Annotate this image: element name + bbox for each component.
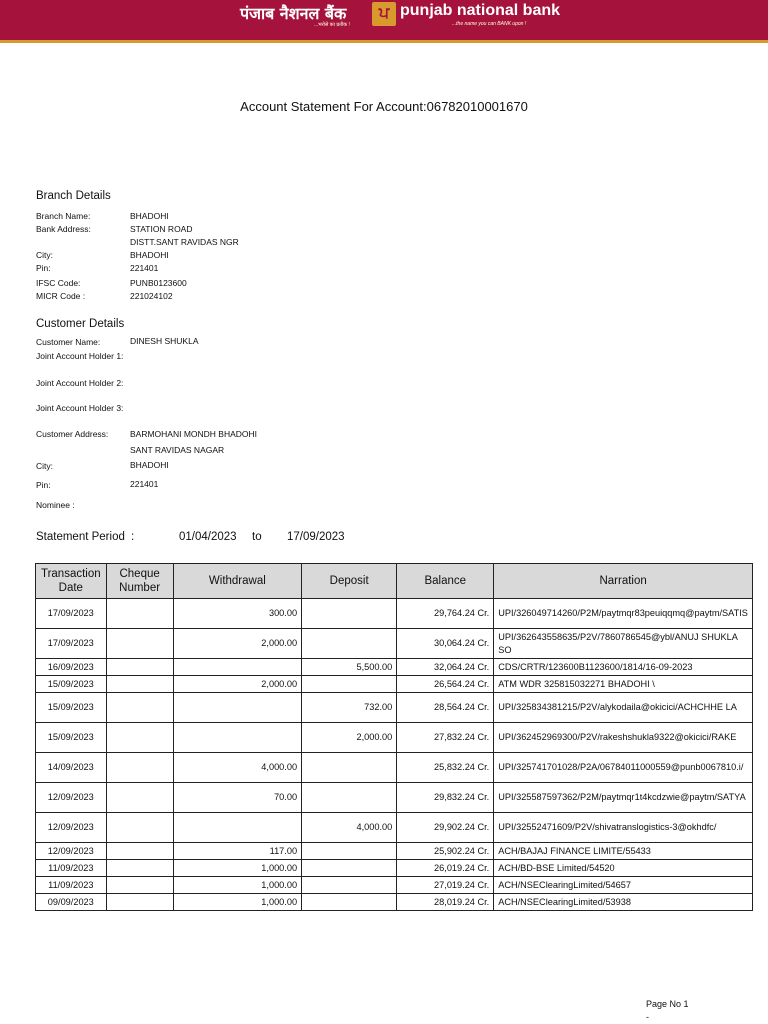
customer-address-line1: BARMOHANI MONDH BHADOHI	[130, 429, 258, 439]
bank-name-hindi: पंजाब नैशनल बैंक	[240, 4, 347, 23]
cell-balance: 25,832.24 Cr.	[397, 753, 494, 783]
cell-balance: 30,064.24 Cr.	[397, 629, 494, 659]
table-row	[36, 599, 753, 629]
cell-balance: 27,019.24 Cr.	[397, 877, 494, 894]
customer-address-line2: SANT RAVIDAS NAGAR	[130, 445, 225, 455]
joint-holder-2-label: Joint Account Holder 2:	[36, 378, 124, 388]
bank-address-label: Bank Address:	[36, 224, 91, 234]
cell-deposit	[302, 676, 397, 693]
cell-cheque	[106, 843, 173, 860]
statement-period-colon: :	[131, 531, 135, 543]
cell-deposit	[302, 843, 397, 860]
cell-withdrawal	[173, 693, 301, 723]
cell-deposit	[302, 860, 397, 877]
cell-narration: UPI/325587597362/P2M/paytmqr1t4kcdzwie@paytm/SATYA	[494, 783, 753, 813]
customer-city-label: City:	[36, 461, 53, 471]
cell-cheque	[106, 813, 173, 843]
cell-withdrawal: 2,000.00	[173, 629, 301, 659]
cell-cheque	[106, 629, 173, 659]
cell-cheque	[106, 783, 173, 813]
table-row	[36, 894, 753, 911]
cell-withdrawal: 1,000.00	[173, 894, 301, 911]
cell-date: 12/09/2023	[36, 843, 107, 860]
cell-date: 16/09/2023	[36, 659, 107, 676]
cell-narration: UPI/32552471609/P2V/shivatranslogistics-3@okhdfc/	[494, 813, 753, 843]
statement-period-from: 01/04/2023	[179, 531, 237, 543]
cell-withdrawal: 1,000.00	[173, 877, 301, 894]
cell-cheque	[106, 877, 173, 894]
cell-balance: 32,064.24 Cr.	[397, 659, 494, 676]
cell-deposit	[302, 783, 397, 813]
micr-value: 221024102	[130, 291, 173, 301]
cell-cheque	[106, 676, 173, 693]
cell-withdrawal: 2,000.00	[173, 676, 301, 693]
cell-narration: ACH/BAJAJ FINANCE LIMITE/55433	[494, 843, 753, 860]
branch-pin-value: 221401	[130, 263, 159, 273]
table-row	[36, 693, 753, 723]
cell-narration: UPI/362452969300/P2V/rakeshshukla9322@okicici/RAKE	[494, 723, 753, 753]
cell-deposit: 5,500.00	[302, 659, 397, 676]
cell-deposit	[302, 877, 397, 894]
pnb-logo-icon: ਪ	[372, 2, 396, 26]
cell-narration: UPI/362643558635/P2V/7860786545@ybl/ANUJ SHUKLA SO	[494, 629, 753, 659]
table-row	[36, 659, 753, 676]
page-number: Page No 1	[646, 999, 689, 1009]
cell-deposit	[302, 599, 397, 629]
cell-narration: UPI/325834381215/P2V/alykodaila@okicici/ACHCHHE LA	[494, 693, 753, 723]
micr-label: MICR Code :	[36, 291, 86, 301]
bank-address-line1: STATION ROAD	[130, 224, 193, 234]
customer-pin-label: Pin:	[36, 480, 51, 490]
cell-balance: 29,764.24 Cr.	[397, 599, 494, 629]
bank-header-bar	[0, 0, 768, 43]
cell-withdrawal	[173, 659, 301, 676]
bank-address-line2: DISTT.SANT RAVIDAS NGR	[130, 237, 239, 247]
cell-withdrawal	[173, 723, 301, 753]
cell-date: 12/09/2023	[36, 813, 107, 843]
cell-narration: ACH/NSEClearingLimited/53938	[494, 894, 753, 911]
branch-pin-label: Pin:	[36, 263, 51, 273]
customer-name-value: DINESH SHUKLA	[130, 336, 199, 346]
col-cheque-number: Cheque Number	[106, 564, 173, 599]
cell-withdrawal	[173, 813, 301, 843]
cell-date: 09/09/2023	[36, 894, 107, 911]
cell-balance: 25,902.24 Cr.	[397, 843, 494, 860]
branch-details-heading: Branch Details	[36, 190, 111, 202]
cell-deposit: 732.00	[302, 693, 397, 723]
cell-deposit	[302, 629, 397, 659]
cell-date: 11/09/2023	[36, 877, 107, 894]
cell-balance: 26,019.24 Cr.	[397, 860, 494, 877]
cell-deposit	[302, 894, 397, 911]
col-narration: Narration	[494, 564, 753, 599]
cell-date: 14/09/2023	[36, 753, 107, 783]
cell-deposit: 4,000.00	[302, 813, 397, 843]
cell-balance: 26,564.24 Cr.	[397, 676, 494, 693]
cell-date: 15/09/2023	[36, 693, 107, 723]
statement-period-to: 17/09/2023	[287, 531, 345, 543]
customer-city-value: BHADOHI	[130, 460, 169, 470]
page-dash: -	[646, 1012, 649, 1022]
cell-withdrawal: 70.00	[173, 783, 301, 813]
cell-narration: ACH/BD-BSE Limited/54520	[494, 860, 753, 877]
cell-narration: UPI/325741701028/P2A/06784011000559@punb0067810.i/	[494, 753, 753, 783]
cell-balance: 29,902.24 Cr.	[397, 813, 494, 843]
cell-deposit	[302, 753, 397, 783]
branch-name-label: Branch Name:	[36, 211, 91, 221]
bank-tagline-english: ...the name you can BANK upon !	[452, 21, 527, 27]
cell-withdrawal: 1,000.00	[173, 860, 301, 877]
cell-cheque	[106, 599, 173, 629]
table-row	[36, 843, 753, 860]
col-balance: Balance	[397, 564, 494, 599]
cell-cheque	[106, 894, 173, 911]
ifsc-value: PUNB0123600	[130, 278, 187, 288]
cell-date: 12/09/2023	[36, 783, 107, 813]
bank-tagline-hindi: ...भरोसे का प्रतीक !	[314, 22, 350, 28]
customer-pin-value: 221401	[130, 479, 159, 489]
cell-narration: ACH/NSEClearingLimited/54657	[494, 877, 753, 894]
cell-narration: UPI/326049714260/P2M/paytmqr83peuiqqmq@paytm/SATIS	[494, 599, 753, 629]
statement-title: Account Statement For Account:06782010001670	[240, 99, 528, 114]
cell-date: 17/09/2023	[36, 599, 107, 629]
col-withdrawal: Withdrawal	[173, 564, 301, 599]
cell-balance: 29,832.24 Cr.	[397, 783, 494, 813]
cell-withdrawal: 117.00	[173, 843, 301, 860]
branch-city-value: BHADOHI	[130, 250, 169, 260]
cell-date: 15/09/2023	[36, 723, 107, 753]
table-row	[36, 813, 753, 843]
bank-name-english: punjab national bank	[400, 2, 561, 19]
statement-period-label: Statement Period	[36, 531, 125, 543]
cell-cheque	[106, 693, 173, 723]
table-header-row	[36, 564, 753, 599]
table-row	[36, 753, 753, 783]
table-row	[36, 877, 753, 894]
cell-cheque	[106, 860, 173, 877]
cell-date: 17/09/2023	[36, 629, 107, 659]
branch-city-label: City:	[36, 250, 53, 260]
ifsc-label: IFSC Code:	[36, 278, 81, 288]
cell-date: 11/09/2023	[36, 860, 107, 877]
table-row	[36, 723, 753, 753]
cell-cheque	[106, 659, 173, 676]
cell-balance: 28,564.24 Cr.	[397, 693, 494, 723]
cell-deposit: 2,000.00	[302, 723, 397, 753]
cell-withdrawal: 4,000.00	[173, 753, 301, 783]
col-deposit: Deposit	[302, 564, 397, 599]
cell-withdrawal: 300.00	[173, 599, 301, 629]
cell-balance: 28,019.24 Cr.	[397, 894, 494, 911]
cell-balance: 27,832.24 Cr.	[397, 723, 494, 753]
col-transaction-date: Transaction Date	[36, 564, 107, 599]
customer-name-label: Customer Name:	[36, 337, 101, 347]
joint-holder-3-label: Joint Account Holder 3:	[36, 403, 124, 413]
table-row	[36, 676, 753, 693]
nominee-label: Nominee :	[36, 500, 75, 510]
customer-address-label: Customer Address:	[36, 429, 109, 439]
cell-narration: CDS/CRTR/123600B1123600/1814/16-09-2023	[494, 659, 753, 676]
cell-cheque	[106, 753, 173, 783]
joint-holder-1-label: Joint Account Holder 1:	[36, 351, 124, 361]
transactions-table	[35, 563, 753, 911]
cell-cheque	[106, 723, 173, 753]
table-row	[36, 629, 753, 659]
branch-name-value: BHADOHI	[130, 211, 169, 221]
customer-details-heading: Customer Details	[36, 318, 125, 330]
cell-narration: ATM WDR 325815032271 BHADOHI \	[494, 676, 753, 693]
statement-period-to-word: to	[252, 531, 262, 543]
table-row	[36, 783, 753, 813]
table-row	[36, 860, 753, 877]
cell-date: 15/09/2023	[36, 676, 107, 693]
